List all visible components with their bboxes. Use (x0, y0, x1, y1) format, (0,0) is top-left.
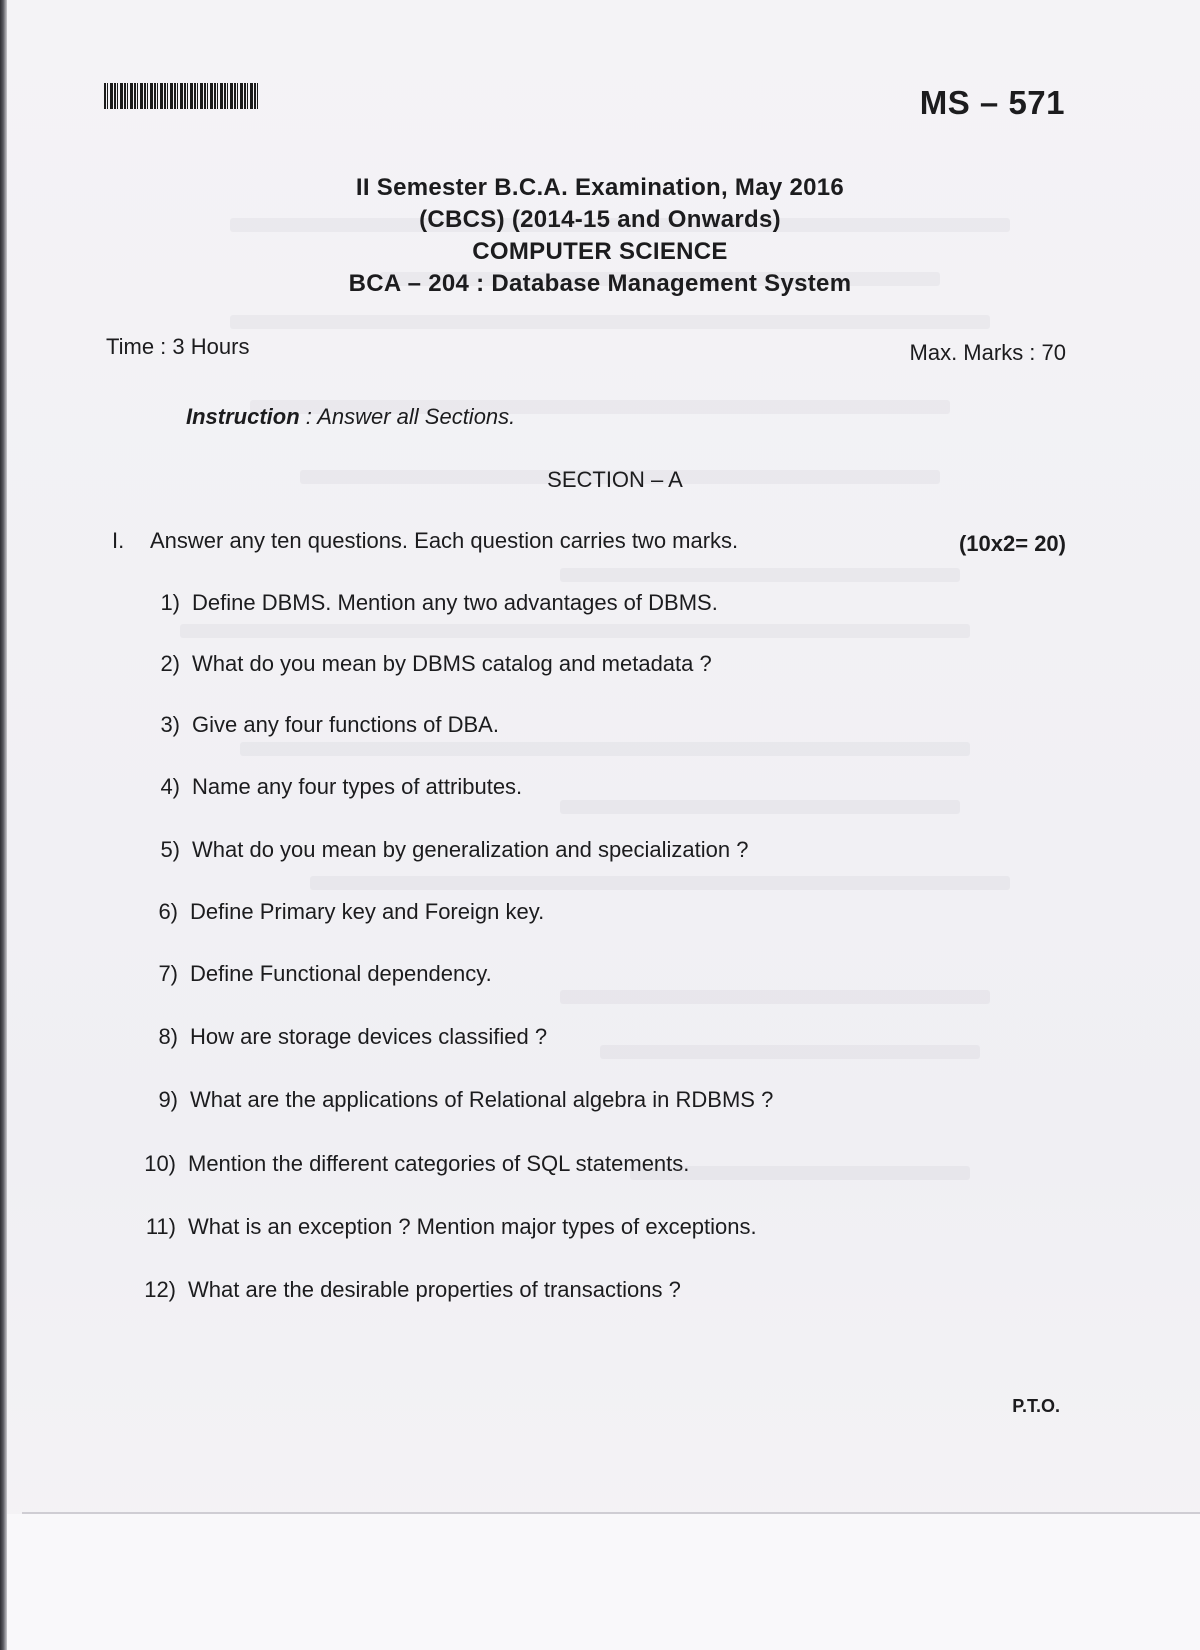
question-number: 9) (158, 1087, 178, 1112)
part-marks: (10x2= 20) (958, 531, 1066, 556)
max-marks: Max. Marks : 70 (909, 340, 1066, 365)
question-text: What do you mean by DBMS catalog and metadata ? (192, 651, 712, 676)
exam-header (0, 172, 1200, 300)
question-text: Mention the different categories of SQL statements. (188, 1151, 690, 1176)
part-number: I. (112, 528, 125, 553)
question-item (128, 899, 544, 925)
question-item (126, 1277, 681, 1303)
question-item (130, 774, 522, 800)
question-text: Name any four types of attributes. (192, 774, 523, 799)
question-number: 6) (158, 899, 178, 924)
question-text: How are storage devices classified ? (190, 1024, 548, 1049)
exam-header-line-4: BCA – 204 : Database Management System (348, 270, 852, 297)
exam-header-line-1: II Semester B.C.A. Examination, May 2016 (355, 174, 845, 201)
instruction-text: : Answer all Sections. (299, 404, 516, 429)
question-item (128, 1024, 547, 1050)
question-item (126, 1214, 757, 1240)
exam-duration: Time : 3 Hours (106, 334, 250, 359)
section-title: SECTION – A (547, 467, 683, 492)
please-turn-over: P.T.O. (1012, 1396, 1060, 1416)
question-text: Define Functional dependency. (190, 961, 492, 986)
instruction-label: Instruction (186, 404, 300, 429)
question-item (126, 1151, 689, 1177)
question-text: What do you mean by generalization and specialization ? (192, 837, 749, 862)
part-text: Answer any ten questions. Each question carries two marks. (150, 528, 739, 553)
exam-header-line-3: COMPUTER SCIENCE (472, 238, 728, 265)
question-number: 10) (144, 1151, 176, 1176)
exam-header-line-2: (CBCS) (2014-15 and Onwards) (419, 206, 781, 233)
question-item (128, 961, 492, 987)
instruction (186, 404, 515, 430)
question-number: 1) (160, 590, 180, 615)
question-item (130, 837, 748, 863)
scan-margin (7, 1514, 1200, 1650)
question-text: Define DBMS. Mention any two advantages of DBMS. (192, 590, 718, 615)
question-text: What is an exception ? Mention major types of exceptions. (188, 1214, 757, 1239)
question-number: 7) (158, 961, 178, 986)
question-number: 12) (144, 1277, 176, 1302)
question-item (130, 590, 718, 616)
question-number: 11) (145, 1214, 176, 1239)
question-number: 8) (158, 1024, 178, 1049)
question-text: What are the applications of Relational algebra in RDBMS ? (190, 1087, 774, 1112)
question-item (130, 712, 499, 738)
question-text: Give any four functions of DBA. (192, 712, 499, 737)
question-text: Define Primary key and Foreign key. (190, 899, 545, 924)
barcode (104, 83, 258, 109)
question-item (130, 651, 712, 677)
paper-code: MS – 571 (919, 84, 1065, 121)
question-item (128, 1087, 773, 1113)
question-number: 5) (160, 837, 180, 862)
question-number: 4) (160, 774, 180, 799)
question-number: 3) (160, 712, 180, 737)
question-text: What are the desirable properties of transactions ? (188, 1277, 681, 1302)
question-number: 2) (160, 651, 180, 676)
